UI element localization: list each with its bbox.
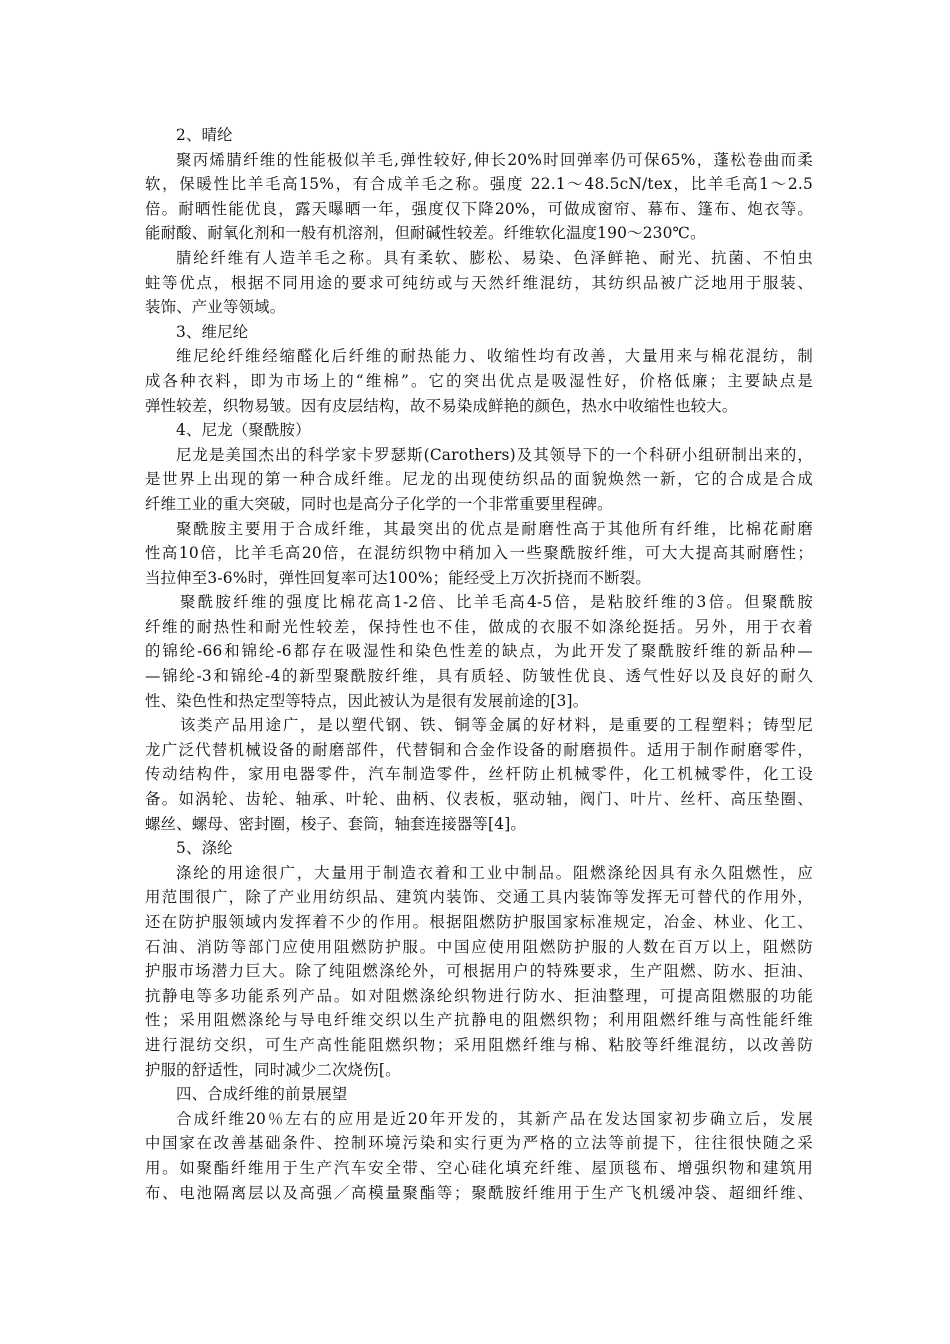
text-line: 倍。耐晒性能优良，露天曝晒一年，强度仅下降20%，可做成窗帘、幕布、篷布、炮衣等。 xyxy=(145,199,813,218)
text-line: 的锦纶-66和锦纶-6都存在吸湿性和染色性差的缺点，为此开发了聚酰胺纤维的新品种— xyxy=(145,642,813,661)
text-line: 当拉伸至3-6%时，弹性回复率可达100%；能经受上万次折挠而不断裂。 xyxy=(145,568,651,587)
text-line: 弹性较差，织物易皱。因有皮层结构，故不易染成鲜艳的颜色，热水中收缩性也较大。 xyxy=(145,396,738,415)
text-line: 性；采用阻燃涤纶与导电纤维交织以生产抗静电的阻燃织物；利用阻燃纤维与高性能纤维 xyxy=(145,1011,813,1030)
text-line: 软，保暖性比羊毛高15%，有合成羊毛之称。强度 22.1～48.5cN/tex，比羊毛高1～2.5 xyxy=(145,175,813,194)
text-line: 还在防护服领域内发挥着不少的作用。根据阻燃防护服国家标准规定，冶金、林业、化工、 xyxy=(145,913,813,931)
text-line: 性高10倍，比羊毛高20倍，在混纺织物中稍加入一些聚酰胺纤维，可大大提高其耐磨性； xyxy=(145,544,813,563)
text-line: 蛀等优点，根据不同用途的要求可纯纺或与天然纤维混纺，其纺织品被广泛地用于服装、 xyxy=(145,273,813,292)
text-line: 聚丙烯腈纤维的性能极似羊毛,弹性较好,伸长20%时回弹率仍可保65%，蓬松卷曲而柔 xyxy=(176,150,813,169)
section-heading: 2、晴纶 xyxy=(176,126,233,144)
text-line: 聚酰胺纤维的强度比棉花高1-2倍、比羊毛高4-5倍，是粘胶纤维的3倍。但聚酰胺 xyxy=(180,593,813,612)
section-heading: 3、维尼纶 xyxy=(176,322,249,341)
text-line: 腈纶纤维有人造羊毛之称。具有柔软、膨松、易染、色泽鲜艳、耐光、抗菌、不怕虫 xyxy=(176,248,813,267)
text-line: 传动结构件，家用电器零件，汽车制造零件，丝杆防止机械零件，化工机械零件，化工设 xyxy=(145,765,813,784)
text-line: 用范围很广，除了产业用纺织品、建筑内装饰、交通工具内装饰等发挥无可替代的作用外， xyxy=(145,888,813,907)
text-line: 能耐酸、耐氧化剂和一般有机溶剂，但耐碱性较差。纤维软化温度190～230℃。 xyxy=(145,224,706,243)
text-line: 中国家在改善基础条件、控制环境污染和实行更为严格的立法等前提下，往往很快随之采 xyxy=(145,1134,813,1153)
text-line: 该类产品用途广，是以塑代钢、铁、铜等金属的好材料，是重要的工程塑料；铸型尼 xyxy=(180,716,813,735)
text-line: 螺丝、螺母、密封圈，梭子、套筒，轴套连接器等[4]。 xyxy=(145,814,526,833)
text-line: 尼龙是美国杰出的科学家卡罗瑟斯(Carothers)及其领导下的一个科研小组研制出来的， xyxy=(176,445,813,464)
text-line: 石油、消防等部门应使用阻燃防护服。中国应使用阻燃防护服的人数在百万以上，阻燃防 xyxy=(145,937,813,956)
text-line: 护服市场潜力巨大。除了纯阻燃涤纶外，可根据用户的特殊要求，生产阻燃、防水、拒油、 xyxy=(145,962,813,981)
text-line: 护服的舒适性，同时减少二次烧伤[。 xyxy=(145,1060,401,1079)
text-line: 用。如聚酯纤维用于生产汽车安全带、空心硅化填充纤维、屋顶毯布、增强织物和建筑用 xyxy=(145,1158,813,1177)
text-line: 涤纶的用途很广，大量用于制造衣着和工业中制品。阻燃涤纶因具有永久阻燃性，应 xyxy=(176,863,813,882)
section-heading: 4、尼龙（聚酰胺） xyxy=(176,421,311,440)
document-page xyxy=(145,123,813,1205)
text-line: 纤维的耐热性和耐光性较差，保持性也不佳，做成的衣服不如涤纶挺括。另外，用于衣着 xyxy=(145,617,813,636)
section-heading: 四、合成纤维的前景展望 xyxy=(176,1085,348,1104)
text-line: 维尼纶纤维经缩醛化后纤维的耐热能力、收缩性均有改善，大量用来与棉花混纺，制 xyxy=(176,347,813,366)
text-line: 性、染色性和热定型等特点，因此被认为是很有发展前途的[3]。 xyxy=(145,691,589,710)
text-line: 装饰、产业等领域。 xyxy=(145,298,286,317)
text-line: 进行混纺交织，可生产高性能阻燃织物；采用阻燃纤维与棉、粘胶等纤维混纺，以改善防 xyxy=(145,1035,813,1054)
text-line: 成各种衣料，即为市场上的“维棉”。它的突出优点是吸湿性好，价格低廉；主要缺点是 xyxy=(145,371,813,390)
section-heading: 5、涤纶 xyxy=(176,839,233,858)
text-line: 龙广泛代替机械设备的耐磨部件，代替铜和合金作设备的耐磨损件。适用于制作耐磨零件， xyxy=(145,740,813,759)
text-line: 纤维工业的重大突破，同时也是高分子化学的一个非常重要里程碑。 xyxy=(145,494,613,513)
text-line: 抗静电等多功能系列产品。如对阻燃涤纶织物进行防水、拒油整理，可提高阻燃服的功能 xyxy=(145,986,813,1005)
text-line: 是世界上出现的第一种合成纤维。尼龙的出现使纺织品的面貌焕然一新，它的合成是合成 xyxy=(145,470,813,489)
text-line: 布、电池隔离层以及高强／高模量聚酯等；聚酰胺纤维用于生产飞机缓冲袋、超细纤维、 xyxy=(145,1183,813,1202)
text-line: 聚酰胺主要用于合成纤维，其最突出的优点是耐磨性高于其他所有纤维，比棉花耐磨 xyxy=(176,519,813,538)
text-line: 合成纤维20％左右的应用是近20年开发的，其新产品在发达国家初步确立后，发展 xyxy=(176,1109,813,1128)
text-line: —锦纶-3和锦纶-4的新型聚酰胺纤维，具有质轻、防皱性优良、透气性好以及良好的耐久 xyxy=(145,667,813,686)
text-line: 备。如涡轮、齿轮、轴承、叶轮、曲柄、仪表板，驱动轴，阀门、叶片、丝杆、高压垫圈、 xyxy=(145,790,813,809)
